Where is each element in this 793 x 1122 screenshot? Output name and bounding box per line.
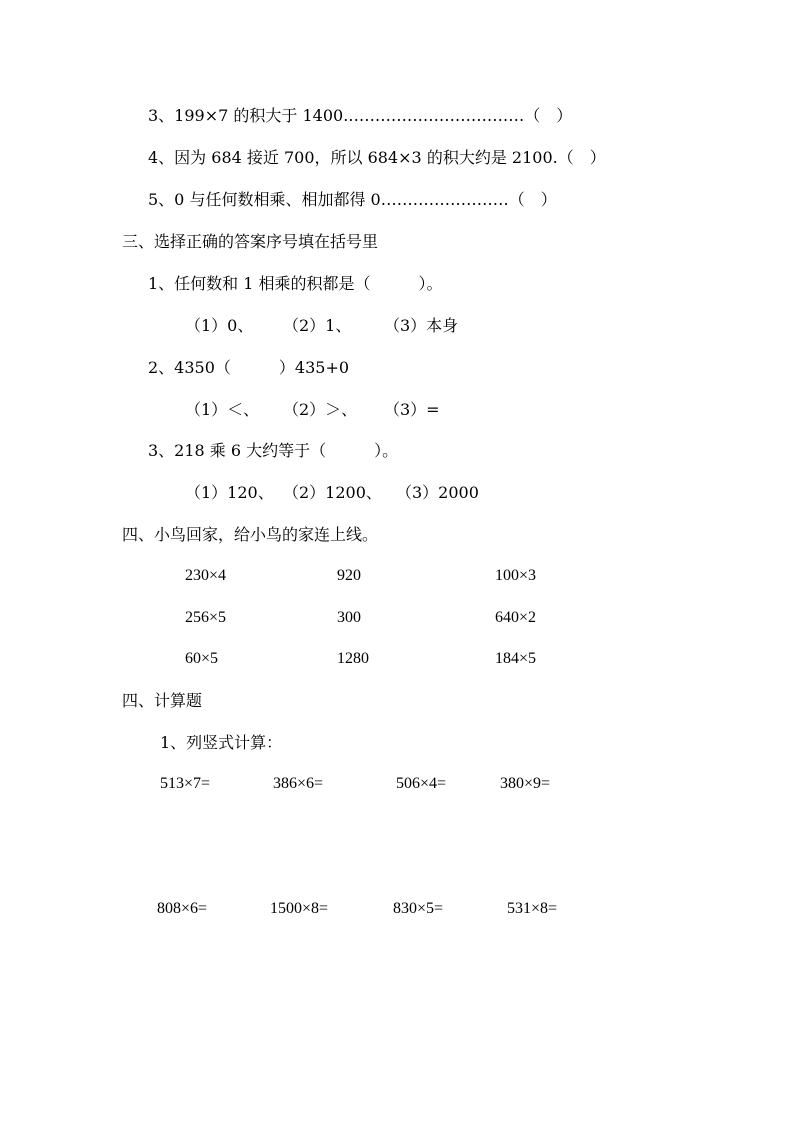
match-right-item: 100×3: [495, 567, 537, 584]
section-4-heading: 四、小鸟回家，给小鸟的家连上线。: [122, 525, 379, 544]
match-right-item: 184×5: [495, 650, 537, 667]
choice-q3-option-3: （3）2000: [396, 483, 479, 502]
calc-subheading: 1、列竖式计算：: [160, 733, 283, 752]
choice-q1-option-1: （1）0、: [185, 316, 254, 335]
match-middle-item: 300: [337, 609, 361, 626]
calc-problem: 830×5=: [393, 900, 444, 917]
calc-problem: 531×8=: [507, 900, 558, 917]
match-left-item: 256×5: [185, 609, 227, 626]
calc-problem: 386×6=: [273, 775, 324, 792]
calc-problem: 513×7=: [160, 775, 211, 792]
choice-q3-option-2: （2）1200、: [283, 483, 382, 502]
choice-q3-option-1: （1）120、: [185, 483, 274, 502]
section-calc-heading: 四、计算题: [122, 691, 203, 710]
match-middle-item: 1280: [337, 650, 369, 667]
section-3-heading: 三、选择正确的答案序号填在括号里: [122, 232, 379, 251]
calc-problem: 1500×8=: [270, 900, 329, 917]
choice-q2-option-2: （2）＞、: [283, 400, 358, 419]
match-left-item: 230×4: [185, 567, 227, 584]
calc-problem: 808×6=: [157, 900, 208, 917]
choice-q1-option-2: （2）1、: [283, 316, 352, 335]
match-right-item: 640×2: [495, 609, 537, 626]
choice-q3-stem: 3、218 乘 6 大约等于（ ）。: [148, 441, 399, 460]
choice-q1-option-3: （3）本身: [384, 316, 459, 335]
judge-item-4: 4、因为 684 接近 700，所以 684×3 的积大约是 2100.（ ）: [148, 148, 606, 167]
choice-q2-option-1: （1）＜、: [185, 400, 260, 419]
match-left-item: 60×5: [185, 650, 219, 667]
judge-item-3: 3、199×7 的积大于 1400.……………………………（ ）: [148, 106, 573, 125]
match-middle-item: 920: [337, 567, 361, 584]
calc-problem: 380×9=: [500, 775, 551, 792]
choice-q2-option-3: （3）=: [384, 400, 440, 419]
choice-q1-stem: 1、任何数和 1 相乘的积都是（ ）。: [148, 274, 443, 293]
calc-problem: 506×4=: [396, 775, 447, 792]
choice-q2-stem: 2、4350（ ）435+0: [148, 358, 350, 377]
judge-item-5: 5、0 与任何数相乘、相加都得 0……………………（ ）: [148, 190, 557, 209]
